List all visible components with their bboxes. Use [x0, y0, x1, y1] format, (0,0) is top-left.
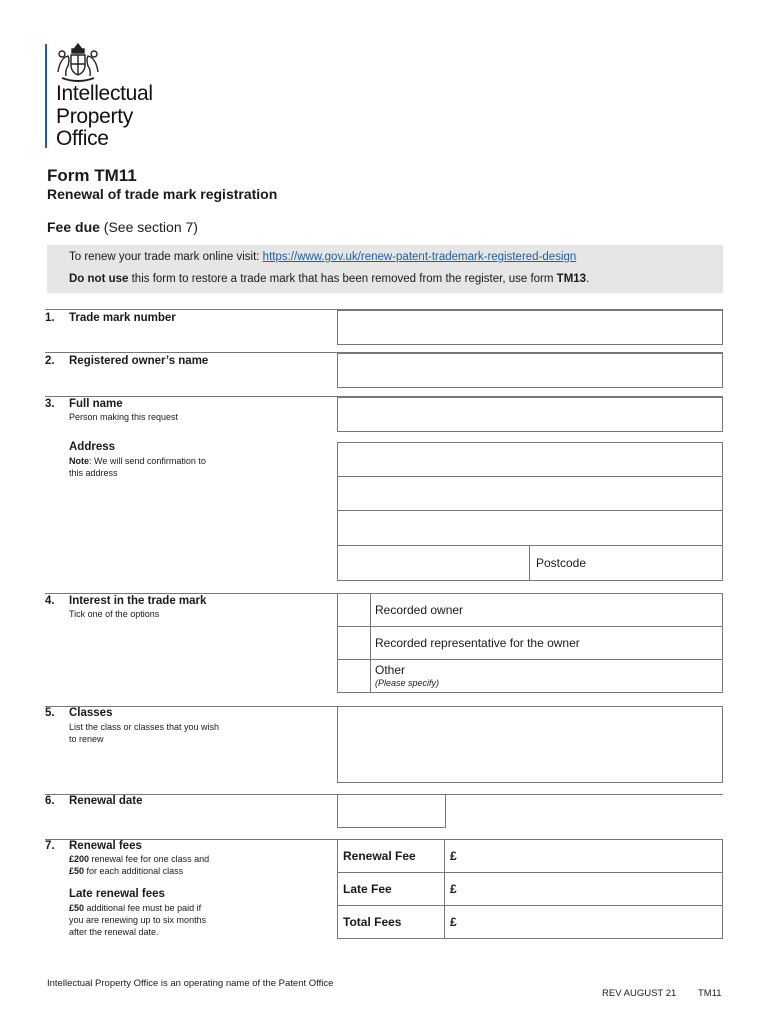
classes-note-line1: List the class or classes that you wish	[69, 722, 220, 732]
total-fees-label: Total Fees	[343, 915, 402, 929]
address-note-bold: Note	[69, 456, 89, 466]
address-label: Address	[69, 441, 116, 453]
section-number: 3.	[45, 398, 55, 410]
section-number: 7.	[45, 840, 55, 852]
address-line-4-field[interactable]	[337, 545, 530, 581]
owner-name-field[interactable]	[337, 353, 723, 388]
fee-text: additional fee must be paid if	[84, 903, 202, 913]
postcode-label: Postcode	[536, 556, 587, 570]
fee-text: you are renewing up to six months	[69, 915, 207, 925]
currency-symbol: £	[450, 882, 457, 896]
notice-warning-text: this form to restore a trade mark that has been removed from the register, use form	[128, 273, 557, 285]
royal-coat-of-arms-icon	[54, 42, 102, 82]
address-line-1-field[interactable]	[337, 442, 723, 477]
trade-mark-number-field[interactable]	[337, 310, 723, 345]
footer-note: Intellectual Property Office is an operating name of the Patent Office	[47, 978, 334, 989]
classes-note-line2: to renew	[69, 734, 104, 744]
org-line: Office	[56, 127, 109, 150]
organisation-name	[56, 83, 153, 151]
interest-label: Interest in the trade mark	[69, 595, 207, 607]
form-subtitle: Renewal of trade mark registration	[47, 186, 278, 202]
renewal-link[interactable]: https://www.gov.uk/renew-patent-trademark-registered-design	[262, 251, 577, 263]
renewal-fees-label: Renewal fees	[69, 840, 142, 852]
notice-online-text: To renew your trade mark online visit:	[69, 251, 263, 263]
notice-form-ref: TM13	[556, 273, 587, 285]
revision-label: REV AUGUST 21	[602, 988, 677, 999]
full-name-field[interactable]	[337, 397, 723, 432]
fee-due-label: Fee due	[47, 219, 100, 235]
logo-accent-bar	[45, 44, 47, 148]
renewal-fee-label: Renewal Fee	[343, 849, 416, 863]
renewal-date-label: Renewal date	[69, 795, 143, 807]
form-code: TM11	[698, 988, 722, 999]
currency-symbol: £	[450, 849, 457, 863]
notice-online-line	[69, 251, 576, 263]
fee-text: after the renewal date.	[69, 927, 159, 937]
section-number: 6.	[45, 795, 55, 807]
late-renewal-fees-label: Late renewal fees	[69, 888, 165, 900]
section-number: 1.	[45, 312, 55, 324]
org-line: Property	[56, 104, 133, 128]
notice-warning-bold: Do not use	[69, 273, 129, 285]
address-line-2-field[interactable]	[337, 476, 723, 511]
fee-amount: £50	[69, 903, 85, 913]
recorded-owner-checkbox[interactable]	[337, 593, 371, 627]
renewal-fees-note	[69, 853, 209, 877]
section-number: 4.	[45, 595, 55, 607]
late-fee-field[interactable]	[444, 872, 723, 906]
full-name-label: Full name	[69, 398, 123, 410]
address-note-line2: this address	[69, 468, 118, 478]
notice-warning-line	[69, 273, 589, 285]
owner-name-label: Registered owner’s name	[69, 355, 209, 367]
address-note	[69, 455, 206, 479]
currency-symbol: £	[450, 915, 457, 929]
late-fee-label: Late Fee	[343, 882, 392, 896]
fee-amount: £50	[69, 866, 85, 876]
fee-text: renewal fee for one class and	[89, 854, 210, 864]
classes-note	[69, 721, 219, 745]
form-title: Form TM11	[47, 166, 137, 185]
classes-field[interactable]	[337, 706, 723, 783]
option-other: Other	[375, 663, 406, 677]
total-fees-field[interactable]	[444, 905, 723, 939]
full-name-note: Person making this request	[69, 412, 179, 422]
address-note-text: : We will send confirmation to	[89, 456, 206, 466]
notice-end: .	[586, 273, 590, 285]
late-renewal-fees-note	[69, 902, 206, 938]
fee-amount: £200	[69, 854, 90, 864]
fee-due-note: (See section 7)	[99, 219, 198, 235]
address-line-3-field[interactable]	[337, 510, 723, 546]
option-recorded-owner: Recorded owner	[375, 603, 464, 617]
fee-text: for each additional class	[84, 866, 184, 876]
other-checkbox[interactable]	[337, 659, 371, 693]
renewal-fee-field[interactable]	[444, 839, 723, 873]
interest-note: Tick one of the options	[69, 609, 160, 619]
option-other-note: (Please specify)	[375, 678, 440, 688]
section-number: 2.	[45, 355, 55, 367]
trade-mark-number-label: Trade mark number	[69, 312, 176, 324]
fee-due-heading	[47, 219, 198, 235]
org-line: Intellectual	[56, 82, 153, 105]
recorded-representative-checkbox[interactable]	[337, 626, 371, 660]
classes-label: Classes	[69, 707, 113, 719]
option-recorded-representative: Recorded representative for the owner	[375, 636, 580, 650]
renewal-date-field[interactable]	[337, 794, 446, 828]
section-number: 5.	[45, 707, 55, 719]
